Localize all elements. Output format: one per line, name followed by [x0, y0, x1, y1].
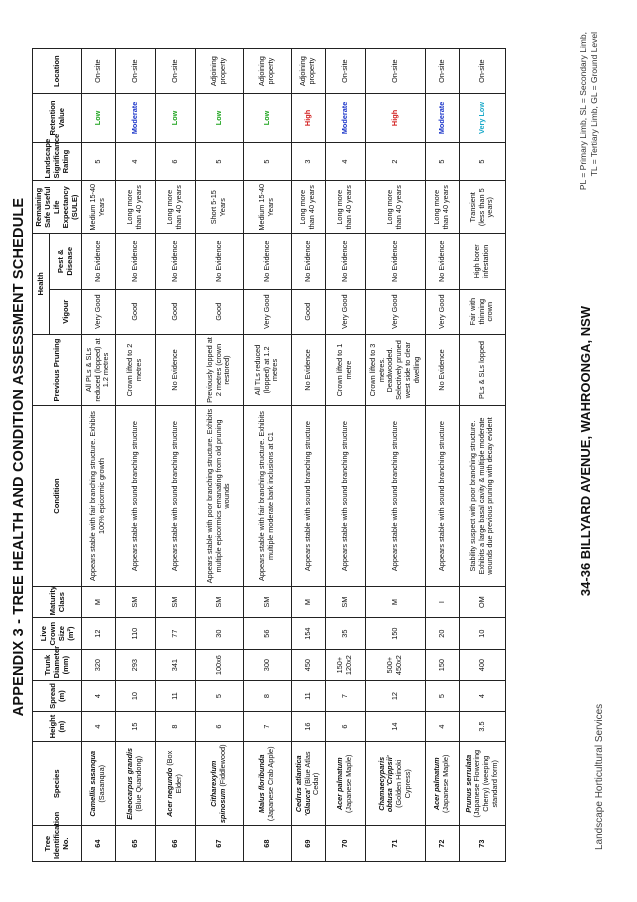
header-pest: Pest & Disease [50, 233, 82, 289]
trunk-diameter-cell: 100x6 [195, 649, 243, 681]
species-cell [325, 742, 365, 826]
retention-value-cell: Very Low [459, 94, 505, 142]
pest-disease-cell: No Evidence [155, 233, 195, 289]
table-row [425, 49, 459, 862]
height-cell: 4 [425, 711, 459, 741]
condition-cell: Appears stable with poor branching structure. Exhibits multiple epicormics emanating from old pruning wounds [195, 406, 243, 587]
header-id: Tree Identification No. [33, 826, 82, 862]
crown-size-cell: 56 [243, 618, 291, 650]
condition-cell: Stability suspect with poor branching structure. Exhibits a large basal cavity & multiple moderate wounds due previous pruning with decay evident [459, 406, 505, 587]
botanical-name: Acer palmatum [335, 757, 345, 811]
spread-cell: 11 [155, 681, 195, 711]
location-cell: On-site [365, 49, 425, 94]
common-name: (Blue Atlas Cedar) [302, 751, 321, 795]
maturity-cell: M [291, 586, 325, 618]
condition-cell: Appears stable with sound branching structure [155, 406, 195, 587]
spread-cell: 4 [459, 681, 505, 711]
table-row [243, 49, 291, 862]
height-cell: 6 [195, 711, 243, 741]
common-name: (Japanese Crab Apple) [266, 746, 276, 822]
height-cell: 6 [325, 711, 365, 741]
pest-disease-cell: High borer infestation [459, 233, 505, 289]
vigour-cell: Very Good [365, 289, 425, 334]
species-cell [195, 742, 243, 826]
header-retention: Retention Value [33, 94, 82, 142]
sule-cell: Transient (less than 5 years) [459, 181, 505, 234]
site-address: 34-36 BILLYARD AVENUE, WAHROONGA, NSW [578, 305, 593, 597]
botanical-name: Acer palmatum [432, 757, 442, 811]
vigour-cell: Very Good [81, 289, 115, 334]
spread-cell: 11 [291, 681, 325, 711]
trunk-diameter-cell: 450 [291, 649, 325, 681]
header-species: Species [33, 742, 82, 826]
vigour-cell: Good [155, 289, 195, 334]
table-row [155, 49, 195, 862]
company-name: Landscape Horticultural Services [594, 703, 605, 850]
pruning-cell: No Evidence [155, 334, 195, 405]
retention-value-cell: Moderate [115, 94, 155, 142]
height-cell: 4 [81, 711, 115, 741]
pest-disease-cell: No Evidence [291, 233, 325, 289]
maturity-cell: SM [325, 586, 365, 618]
pest-disease-cell: No Evidence [115, 233, 155, 289]
crown-size-cell: 150 [365, 618, 425, 650]
tree-id-cell: 73 [459, 826, 505, 862]
trunk-diameter-cell: 150+ 120x2 [325, 649, 365, 681]
retention-value-cell: Moderate [425, 94, 459, 142]
header-row [33, 49, 50, 862]
spread-cell: 10 [115, 681, 155, 711]
tree-id-cell: 66 [155, 826, 195, 862]
common-name: (Blue Quandong) [134, 756, 144, 812]
maturity-cell: SM [243, 586, 291, 618]
significance-cell: 4 [325, 142, 365, 181]
significance-cell: 2 [365, 142, 425, 181]
header-condition: Condition [33, 406, 82, 587]
tree-id-cell: 69 [291, 826, 325, 862]
condition-cell: Appears stable with sound branching structure [425, 406, 459, 587]
assessment-table [32, 48, 506, 862]
retention-value-cell: Low [243, 94, 291, 142]
header-height: Height (m) [33, 711, 82, 741]
spread-cell: 4 [81, 681, 115, 711]
vigour-cell: Good [115, 289, 155, 334]
header-spread: Spread (m) [33, 681, 82, 711]
retention-value-cell: High [291, 94, 325, 142]
table-row [195, 49, 243, 862]
species-cell [115, 742, 155, 826]
trunk-diameter-cell: 400 [459, 649, 505, 681]
retention-value-cell: Moderate [325, 94, 365, 142]
table-row [291, 49, 325, 862]
vigour-cell: Fair with thinning crown [459, 289, 505, 334]
pruning-cell: PLs & SLs lopped [459, 334, 505, 405]
crown-size-cell: 30 [195, 618, 243, 650]
trunk-diameter-cell: 320 [81, 649, 115, 681]
botanical-name: Acer negundo [165, 767, 175, 817]
retention-value-cell: Low [81, 94, 115, 142]
sule-cell: Long more than 40 years [365, 181, 425, 234]
retention-value-cell: Low [195, 94, 243, 142]
trunk-diameter-cell: 300 [243, 649, 291, 681]
location-cell: On-site [325, 49, 365, 94]
vigour-cell: Very Good [243, 289, 291, 334]
pest-disease-cell: No Evidence [81, 233, 115, 289]
tree-id-cell: 65 [115, 826, 155, 862]
sule-cell: Medium 15-40 Years [243, 181, 291, 234]
header-health: Health [33, 233, 50, 334]
tree-id-cell: 64 [81, 826, 115, 862]
height-cell: 14 [365, 711, 425, 741]
abbreviation-legend [578, 32, 601, 190]
significance-cell: 5 [195, 142, 243, 181]
botanical-name: Citharexylum spinosum [209, 760, 228, 824]
botanical-name: Camellia sasanqua [88, 750, 98, 817]
condition-cell: Appears stable with sound branching structure [365, 406, 425, 587]
pest-disease-cell: No Evidence [243, 233, 291, 289]
vigour-cell: Very Good [325, 289, 365, 334]
crown-size-cell: 20 [425, 618, 459, 650]
significance-cell: 3 [291, 142, 325, 181]
botanical-name: Elaeocarpus grandis [125, 747, 135, 820]
retention-value-cell: Low [155, 94, 195, 142]
common-name: (Sasanqua) [97, 764, 107, 803]
maturity-cell: SM [195, 586, 243, 618]
pest-disease-cell: No Evidence [195, 233, 243, 289]
table-row [115, 49, 155, 862]
condition-cell: Appears stable with sound branching structure [291, 406, 325, 587]
pest-disease-cell: No Evidence [425, 233, 459, 289]
pruning-cell: Crown lifted to 1 metre [325, 334, 365, 405]
species-cell [425, 742, 459, 826]
common-name: (Japanese Maple) [441, 754, 451, 813]
header-pruning: Previous Pruning [33, 334, 82, 405]
pruning-cell: No Evidence [291, 334, 325, 405]
maturity-cell: SM [115, 586, 155, 618]
common-name: (Box Elder) [165, 750, 184, 794]
common-name: (Japanese Maple) [344, 754, 354, 813]
crown-size-cell: 10 [459, 618, 505, 650]
significance-cell: 5 [425, 142, 459, 181]
location-cell: On-site [81, 49, 115, 94]
crown-size-cell: 154 [291, 618, 325, 650]
trunk-diameter-cell: 500+ 450x2 [365, 649, 425, 681]
pruning-cell: All PLs & SLs reduced (lopped) at 1.2 metres [81, 334, 115, 405]
tree-id-cell: 71 [365, 826, 425, 862]
common-name: (Golden Hinoki Cypress) [394, 759, 412, 808]
table-row [325, 49, 365, 862]
significance-cell: 6 [155, 142, 195, 181]
pest-disease-cell: No Evidence [365, 233, 425, 289]
species-cell [155, 742, 195, 826]
species-cell [365, 742, 425, 826]
trunk-diameter-cell: 293 [115, 649, 155, 681]
botanical-name: Prunus serrulata [463, 754, 473, 813]
condition-cell: Appears stable with fair branching structure. Exhibits multiple moderate bark inclusions at C1 [243, 406, 291, 587]
header-vigour: Vigour [50, 289, 82, 334]
vigour-cell: Very Good [425, 289, 459, 334]
sule-cell: Long more than 40 years [291, 181, 325, 234]
location-cell: Adjoining property [291, 49, 325, 94]
height-cell: 8 [155, 711, 195, 741]
tree-id-cell: 70 [325, 826, 365, 862]
vigour-cell: Good [195, 289, 243, 334]
header-sule: Remaining Safe Useful Life Expectancy (SULE) [33, 181, 82, 234]
tree-id-cell: 72 [425, 826, 459, 862]
spread-cell: 5 [425, 681, 459, 711]
maturity-cell: I [425, 586, 459, 618]
legend-line-1: PL = Primary Limb, SL = Secondary Limb, [578, 32, 588, 191]
height-cell: 7 [243, 711, 291, 741]
spread-cell: 12 [365, 681, 425, 711]
vigour-cell: Good [291, 289, 325, 334]
tree-id-cell: 67 [195, 826, 243, 862]
legend-line-2: TL = Tertiary Limb, GL = Ground Level [589, 32, 600, 177]
species-cell [459, 742, 505, 826]
maturity-cell: OM [459, 586, 505, 618]
sule-cell: Medium 15-40 Years [81, 181, 115, 234]
header-crown: Live Crown Size (m²) [33, 618, 82, 650]
location-cell: Adjoining property [195, 49, 243, 94]
crown-size-cell: 77 [155, 618, 195, 650]
trunk-diameter-cell: 341 [155, 649, 195, 681]
condition-cell: Appears stable with sound branching structure [325, 406, 365, 587]
spread-cell: 7 [325, 681, 365, 711]
species-cell [243, 742, 291, 826]
species-cell [291, 742, 325, 826]
crown-size-cell: 35 [325, 618, 365, 650]
table-row [81, 49, 115, 862]
maturity-cell: M [81, 586, 115, 618]
sule-cell: Long more than 40 years [155, 181, 195, 234]
page-title: APPENDIX 3 - TREE HEALTH AND CONDITION ASSESSMENT SCHEDULE [11, 197, 27, 717]
botanical-name: Chamaecyparis obtusa 'Crippsii' [376, 755, 395, 813]
sule-cell: Long more than 40 years [425, 181, 459, 234]
sule-cell: Long more than 40 years [115, 181, 155, 234]
height-cell: 16 [291, 711, 325, 741]
pruning-cell: All TLs reduced (lopped) at 1.2 metres [243, 334, 291, 405]
significance-cell: 5 [243, 142, 291, 181]
table-row [365, 49, 425, 862]
significance-cell: 4 [115, 142, 155, 181]
tree-id-cell: 68 [243, 826, 291, 862]
location-cell: On-site [425, 49, 459, 94]
significance-cell: 5 [81, 142, 115, 181]
location-cell: On-site [459, 49, 505, 94]
common-name: (Japanese Flowering Cherry) (weeping standard form) [472, 749, 499, 818]
height-cell: 15 [115, 711, 155, 741]
table-body [81, 49, 505, 862]
crown-size-cell: 110 [115, 618, 155, 650]
header-location: Location [33, 49, 82, 94]
location-cell: Adjoining property [243, 49, 291, 94]
pest-disease-cell: No Evidence [325, 233, 365, 289]
retention-value-cell: High [365, 94, 425, 142]
header-maturity: Maturity Class [33, 586, 82, 618]
spread-cell: 5 [195, 681, 243, 711]
crown-size-cell: 12 [81, 618, 115, 650]
botanical-name: Cedrus atlantica 'Glauca' [293, 755, 312, 817]
botanical-name: Malus floribunda [257, 754, 267, 813]
trunk-diameter-cell: 150 [425, 649, 459, 681]
condition-cell: Appears stable with sound branching structure [115, 406, 155, 587]
condition-cell: Appears stable with fair branching structure. Exhibits 100% epicormic growth [81, 406, 115, 587]
common-name: (Fiddlewood) [218, 744, 228, 787]
species-cell [81, 742, 115, 826]
height-cell: 3.5 [459, 711, 505, 741]
spread-cell: 8 [243, 681, 291, 711]
pruning-cell: Crown lifted to 2 metres [115, 334, 155, 405]
header-significance: Landscape Significance Rating [33, 142, 82, 181]
location-cell: On-site [155, 49, 195, 94]
maturity-cell: SM [155, 586, 195, 618]
table-row [459, 49, 505, 862]
significance-cell: 5 [459, 142, 505, 181]
sule-cell: Long more than 40 years [325, 181, 365, 234]
maturity-cell: M [365, 586, 425, 618]
pruning-cell: Crown lifted to 3 metres. Deadwooded. Selectively pruned west side to clear dwelling [365, 334, 425, 405]
pruning-cell: Previously lopped at 2 metres (crown restored) [195, 334, 243, 405]
pruning-cell: No Evidence [425, 334, 459, 405]
location-cell: On-site [115, 49, 155, 94]
header-trunk: Trunk Diameter (mm) [33, 649, 82, 681]
sule-cell: Short 5-15 Years [195, 181, 243, 234]
